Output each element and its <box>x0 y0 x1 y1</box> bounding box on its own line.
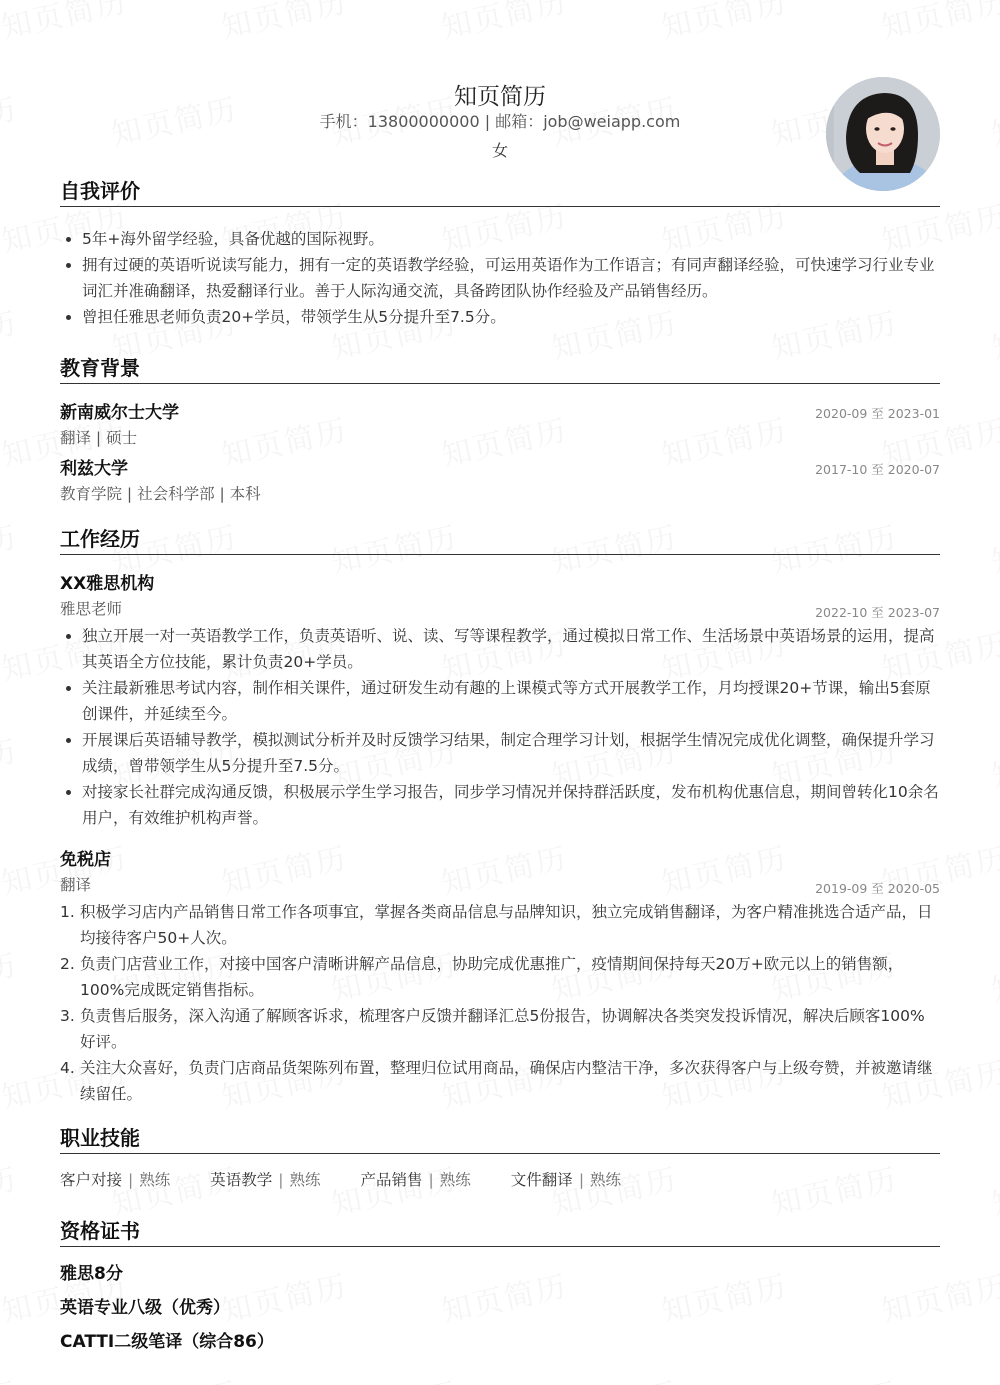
watermark-text <box>327 1368 461 1385</box>
section-title: 资格证书 <box>60 1218 940 1247</box>
work-section <box>60 526 940 1107</box>
watermark-text <box>0 298 21 368</box>
resume-header <box>0 0 1000 190</box>
job-role: 翻译 <box>60 876 92 894</box>
education-section <box>60 355 940 506</box>
work-entry <box>60 847 940 1107</box>
watermark-text <box>987 726 1000 796</box>
school-name: 新南威尔士大学 <box>60 403 179 423</box>
date-range: 2017-10 至 2020-07 <box>815 462 940 477</box>
section-title: 职业技能 <box>60 1125 940 1154</box>
section-title: 自我评价 <box>60 178 940 207</box>
education-entry <box>60 456 940 506</box>
date-range: 2019-09 至 2020-05 <box>815 881 940 896</box>
work-entry <box>60 571 940 831</box>
list-item: 2. 负责门店营业工作，对接中国客户清晰讲解产品信息，协助完成优惠推广，疫情期间保持每天20万+欧元以上的销售额，100%完成既定销售指标。 <box>60 955 904 999</box>
watermark-text <box>107 1368 241 1385</box>
skill-item: 英语教学 | 熟练 <box>210 1171 321 1189</box>
certificate-item: 英语专业八级（优秀） <box>60 1298 230 1318</box>
watermark-text <box>0 726 21 796</box>
candidate-name: 知页简历 <box>454 84 546 110</box>
work-duties-list <box>60 623 940 831</box>
school-name: 利兹大学 <box>60 459 128 479</box>
certificate-item: CATTI二级笔译（综合86） <box>60 1332 274 1352</box>
list-item: 关注最新雅思考试内容，制作相关课件，通过研发生动有趣的上课模式等方式开展教学工作，月均授课20+节课，输出5套原创课件，并延续至今。 <box>60 675 940 727</box>
education-detail: 教育学院 | 社会科学部 | 本科 <box>60 485 261 503</box>
skills-list <box>60 1168 940 1190</box>
education-entry <box>60 400 940 450</box>
list-item: 对接家长社群完成沟通反馈，积极展示学生学习报告，同步学习情况并保持群活跃度，发布机构优惠信息，期间曾转化10余名用户，有效维护机构声誉。 <box>60 779 940 831</box>
watermark-text <box>987 1154 1000 1224</box>
watermark-text <box>0 1154 21 1224</box>
watermark-text <box>987 1368 1000 1385</box>
watermark-text <box>547 1368 681 1385</box>
section-title: 教育背景 <box>60 355 940 384</box>
date-range: 2022-10 至 2023-07 <box>815 605 940 620</box>
list-item: 独立开展一对一英语教学工作，负责英语听、说、读、写等课程教学，通过模拟日常工作、生活场景中英语场景的运用，提高其英语全方位技能，累计负责20+学员。 <box>60 623 940 675</box>
list-item: 拥有过硬的英语听说读写能力，拥有一定的英语教学经验，可运用英语作为工作语言；有同声翻译经验，可快速学习行业专业词汇并准确翻译，热爱翻译行业。善于人际沟通交流，具备跨团队协作经验及产品销售经历。 <box>60 252 940 304</box>
education-detail: 翻译 | 硕士 <box>60 429 138 447</box>
watermark-text <box>987 298 1000 368</box>
skills-section <box>60 1125 940 1190</box>
certificate-item: 雅思8分 <box>60 1264 123 1284</box>
certificates-list <box>60 1257 940 1359</box>
list-item: 曾担任雅思老师负责20+学员，带领学生从5分提升至7.5分。 <box>60 304 940 330</box>
watermark-text <box>767 1368 901 1385</box>
job-role: 雅思老师 <box>60 600 123 618</box>
company-name: XX雅思机构 <box>60 574 155 594</box>
self-evaluation-list <box>60 226 940 330</box>
contact-info: 手机：13800000000 | 邮箱：job@weiapp.com <box>319 112 681 131</box>
avatar-portrait <box>826 77 940 191</box>
list-item: 3. 负责售后服务，深入沟通了解顾客诉求，梳理客户反馈并翻译汇总5份报告，协调解决各类突发投诉情况，解决后顾客100%好评。 <box>60 1007 925 1051</box>
skill-item: 产品销售 | 熟练 <box>360 1171 471 1189</box>
skill-item: 客户对接 | 熟练 <box>60 1171 171 1189</box>
list-item: 4. 关注大众喜好，负责门店商品货架陈列布置，整理归位试用商品，确保店内整洁干净，多次获得客户与上级夸赞，并被邀请继续留任。 <box>60 1059 933 1103</box>
certificates-section <box>60 1218 940 1359</box>
watermark-text <box>987 940 1000 1010</box>
date-range: 2020-09 至 2023-01 <box>815 406 940 421</box>
watermark-text <box>0 512 21 582</box>
watermark-text <box>0 1368 21 1385</box>
watermark-text <box>987 512 1000 582</box>
avatar <box>826 77 940 191</box>
list-item: 1. 积极学习店内产品销售日常工作各项事宜，掌握各类商品信息与品牌知识，独立完成销售翻译，为客户精准挑选合适产品，日均接待客户50+人次。 <box>60 903 933 947</box>
section-title: 工作经历 <box>60 526 940 555</box>
self-evaluation-section <box>60 178 940 330</box>
watermark-text <box>0 940 21 1010</box>
company-name: 免税店 <box>60 850 111 870</box>
skill-item: 文件翻译 | 熟练 <box>510 1171 622 1189</box>
gender: 女 <box>491 141 508 160</box>
list-item: 5年+海外留学经验，具备优越的国际视野。 <box>60 226 940 252</box>
list-item: 开展课后英语辅导教学，模拟测试分析并及时反馈学习结果，制定合理学习计划，根据学生情况完成优化调整，确保提升学习成绩，曾带领学生从5分提升至7.5分。 <box>60 727 940 779</box>
work-duties-list <box>60 899 940 1107</box>
